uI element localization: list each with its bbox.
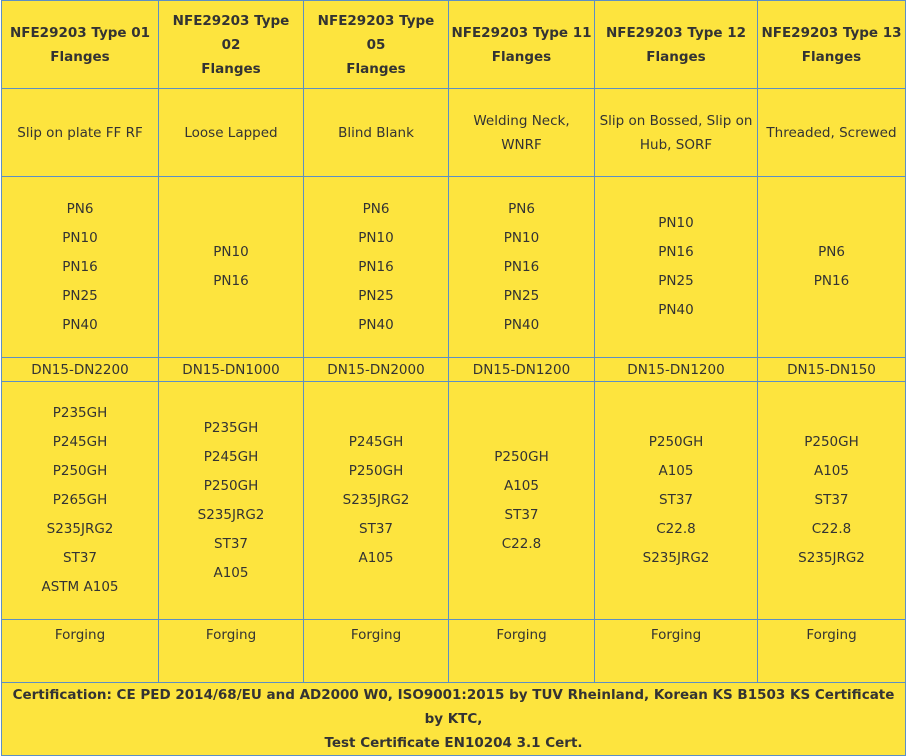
flange-type-cell: Threaded, Screwed <box>758 89 906 177</box>
process-cell: Forging <box>2 620 159 683</box>
header-row <box>2 1 906 89</box>
pressure-cell: PN6 PN16 <box>758 177 906 358</box>
flange-type-row <box>2 89 906 177</box>
flange-spec-table <box>1 0 906 756</box>
flange-type-cell: Welding Neck, WNRF <box>449 89 595 177</box>
flange-type-cell: Blind Blank <box>304 89 449 177</box>
material-cell: P250GH A105 ST37 C22.8 <box>449 382 595 620</box>
pressure-cell: PN10 PN16 <box>159 177 304 358</box>
flange-type-cell: Slip on plate FF RF <box>2 89 159 177</box>
size-range-cell: DN15-DN1200 <box>595 358 758 382</box>
size-range-cell: DN15-DN2000 <box>304 358 449 382</box>
size-range-cell: DN15-DN1200 <box>449 358 595 382</box>
pressure-cell: PN6 PN10 PN16 PN25 PN40 <box>304 177 449 358</box>
process-cell: Forging <box>595 620 758 683</box>
material-cell: P245GH P250GH S235JRG2 ST37 A105 <box>304 382 449 620</box>
header-cell-type13: NFE29203 Type 13 Flanges <box>758 1 906 89</box>
process-cell: Forging <box>159 620 304 683</box>
size-range-cell: DN15-DN150 <box>758 358 906 382</box>
header-cell-type12: NFE29203 Type 12 Flanges <box>595 1 758 89</box>
header-cell-type11: NFE29203 Type 11 Flanges <box>449 1 595 89</box>
material-cell: P250GH A105 ST37 C22.8 S235JRG2 <box>595 382 758 620</box>
header-cell-type05: NFE29203 Type 05 Flanges <box>304 1 449 89</box>
header-cell-type01: NFE29203 Type 01 Flanges <box>2 1 159 89</box>
material-row <box>2 382 906 620</box>
size-range-row <box>2 358 906 382</box>
header-cell-type02: NFE29203 Type 02 Flanges <box>159 1 304 89</box>
certification-cell: Certification: CE PED 2014/68/EU and AD2000 W0, ISO9001:2015 by TUV Rheinland, Korean KS B1503 KS Certificate by KTC, Test Certificate EN10204 3.1 Cert. <box>2 683 906 756</box>
material-cell: P235GH P245GH P250GH P265GH S235JRG2 ST37 ASTM A105 <box>2 382 159 620</box>
pressure-cell: PN6 PN10 PN16 PN25 PN40 <box>2 177 159 358</box>
process-row <box>2 620 906 683</box>
material-cell: P235GH P245GH P250GH S235JRG2 ST37 A105 <box>159 382 304 620</box>
material-cell: P250GH A105 ST37 C22.8 S235JRG2 <box>758 382 906 620</box>
pressure-cell: PN10 PN16 PN25 PN40 <box>595 177 758 358</box>
size-range-cell: DN15-DN1000 <box>159 358 304 382</box>
certification-row <box>2 683 906 756</box>
process-cell: Forging <box>304 620 449 683</box>
pressure-row <box>2 177 906 358</box>
size-range-cell: DN15-DN2200 <box>2 358 159 382</box>
flange-type-cell: Slip on Bossed, Slip on Hub, SORF <box>595 89 758 177</box>
flange-type-cell: Loose Lapped <box>159 89 304 177</box>
process-cell: Forging <box>449 620 595 683</box>
pressure-cell: PN6 PN10 PN16 PN25 PN40 <box>449 177 595 358</box>
process-cell: Forging <box>758 620 906 683</box>
